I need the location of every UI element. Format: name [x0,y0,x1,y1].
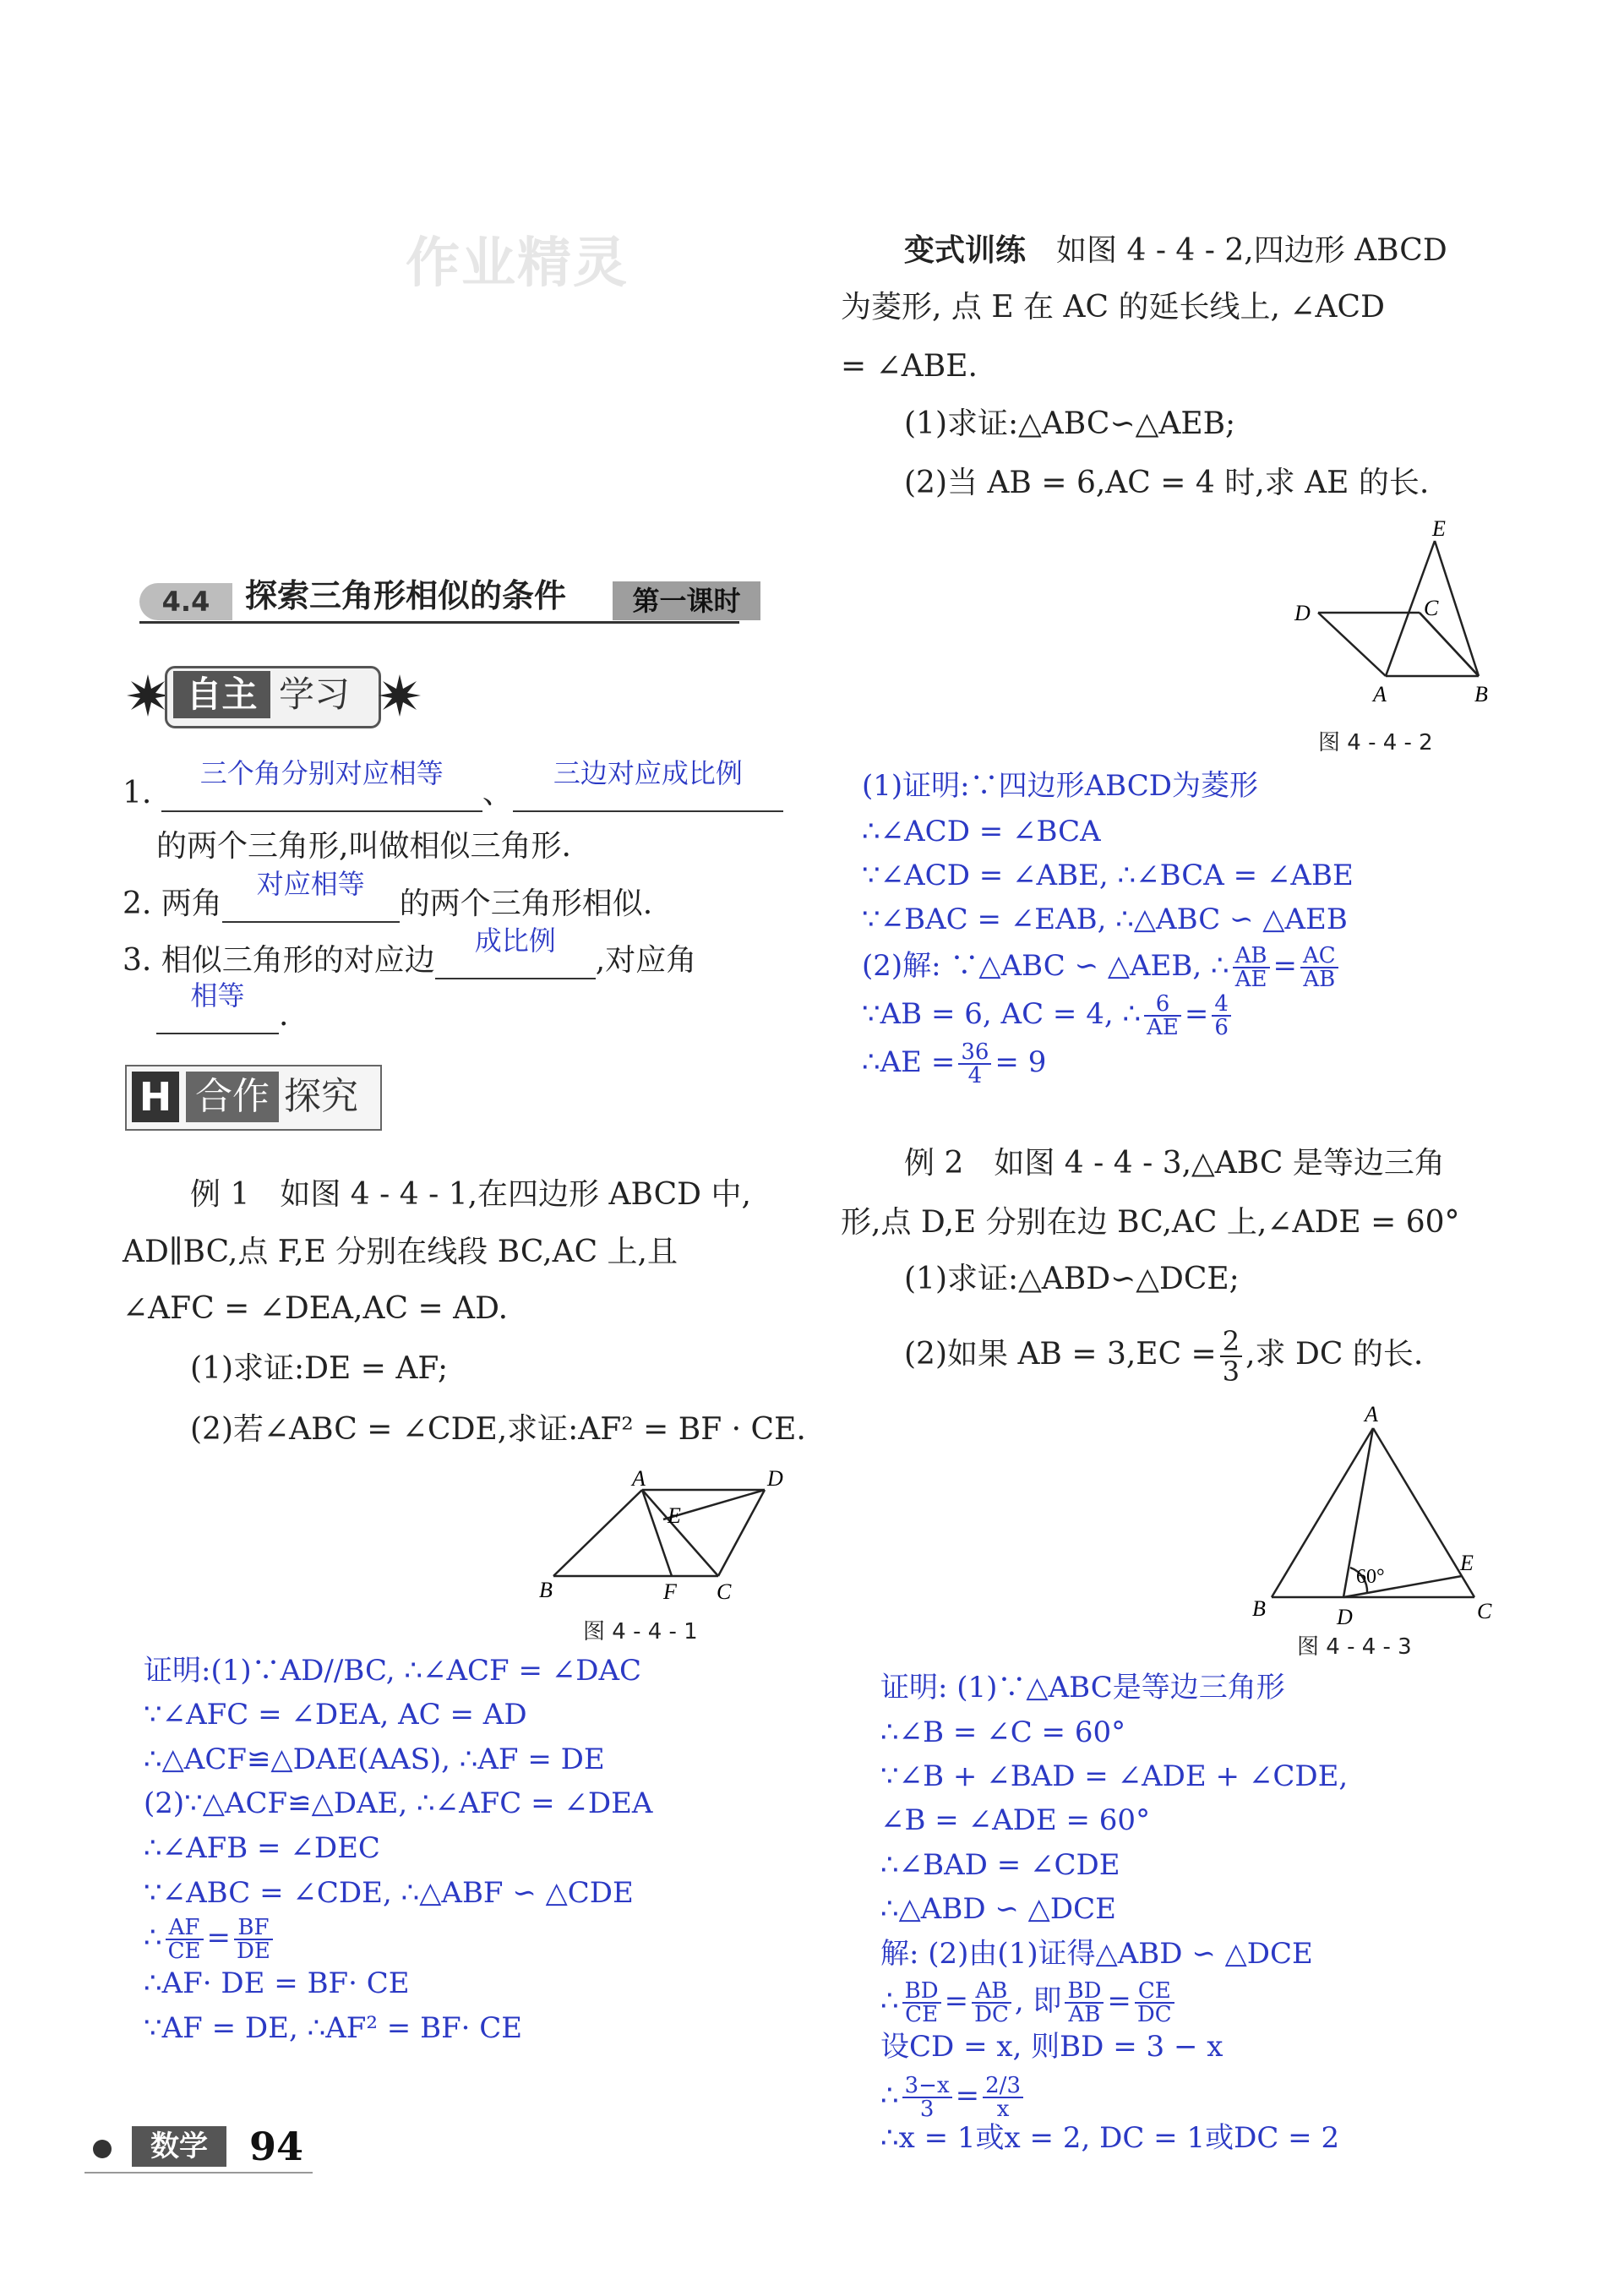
coop-heading [125,1065,382,1131]
q1-answer-2: 三边对应成比例 [553,757,743,789]
ex2-line-1: 例 2 如图 4 - 4 - 3,△ABC 是等边三角 [904,1146,1445,1181]
denominator: DC [974,2002,1009,2027]
watermark: 作业精灵 [406,232,629,295]
q1-blank-2 [513,757,783,812]
numerator: AF [166,1917,204,1940]
q3-blank-2 [156,979,279,1034]
footer-page-number: 94 [249,2124,304,2169]
self-study-title-b: 学习 [279,674,351,715]
fraction [983,2075,1023,2120]
denominator: 3 [919,2097,935,2122]
q1-sep: 、 [482,776,513,810]
ex2-ans-10-pre: ∴ [880,2079,899,2113]
denominator: x [996,2097,1010,2122]
ex2-line-3: (1)求证:△ABD∽△DCE; [904,1262,1240,1296]
fig1-label-e: E [668,1503,681,1528]
fig3-label-b: B [1252,1596,1266,1621]
variant-text-1: 如图 4 - 4 - 2,四边形 ABCD [1056,233,1447,268]
ex2-line-4-post: ,求 DC 的长. [1245,1337,1424,1372]
variant-ans-5: (2)解: ∵△ABC ∽ △AEB, ∴ $\frac{AB}{AE}$ = $\frac{AC}{AB}$ [862,945,1342,990]
variant-ans-7-pre: ∴AE = [862,1045,956,1079]
variant-line-4: (1)求证:△ABC∽△AEB; [904,406,1236,441]
variant-line-5: (2)当 AB = 6,AC = 4 时,求 AE 的长. [904,466,1430,500]
numerator: 2 [1220,1327,1242,1357]
fig1-label-b: B [539,1578,553,1602]
fraction [1300,945,1338,990]
variant-ans-5-pre: (2)解: ∵△ABC ∽ △AEB, ∴ [862,949,1229,983]
ex2-line-4 [904,1327,1423,1386]
ex1-line-4: (1)求证:DE = AF; [190,1351,449,1386]
fraction [1135,1980,1174,2026]
fig1-label-a: A [632,1466,646,1491]
ex1-ans-6: ∵∠ABC = ∠CDE, ∴△ABF ∽ △CDE [144,1876,634,1910]
q2-tail: 的两个三角形相似. [399,886,653,921]
denominator: DC [1136,2002,1172,2027]
q3-prefix: 3. 相似三角形的对应边 [123,943,435,978]
fraction [1065,1980,1104,2026]
ex1-ans-9: ∵AF = DE, ∴AF² = BF· CE [144,2011,523,2045]
figure-caption-1: 图 4 - 4 - 1 [583,1619,698,1644]
q3-mid: ,对应角 [595,943,697,978]
q1-blank-1 [161,757,482,812]
denominator: CE [905,2002,939,2027]
equals: = [206,1921,232,1955]
ex1-ans-8: ∴AF· DE = BF· CE [144,1966,410,2000]
ex2-ans-1: 证明: (1)∵△ABC是等边三角形 [880,1671,1285,1704]
numerator: 36 [958,1041,991,1065]
numerator: 6 [1144,993,1181,1017]
fig2-label-e: E [1432,516,1446,541]
fig3-angle-label: 60° [1356,1566,1385,1588]
numerator: 3−x [902,2075,952,2098]
variant-ans-7 [862,1041,1046,1087]
fig2-label-c: C [1424,596,1439,620]
question-3-tail [156,979,289,1034]
variant-ans-3: ∵∠ACD = ∠ABE, ∴∠BCA = ∠ABE [862,859,1354,892]
ex2-line-2: 形,点 D,E 分别在边 BC,AC 上,∠ADE = 60° [841,1205,1460,1240]
ex1-line-5: (2)若∠ABC = ∠CDE,求证:AF² = BF · CE. [190,1412,806,1447]
fraction [166,1917,204,1962]
ex1-ans-4: (2)∵△ACF≌△DAE, ∴∠AFC = ∠DEA [144,1786,653,1820]
numerator: BD [902,1980,941,2004]
variant-ans-7-post: = 9 [995,1045,1047,1079]
section-underline [139,621,739,624]
fraction [972,1980,1011,2026]
ex1-line-1: 例 1 如图 4 - 4 - 1,在四边形 ABCD 中, [190,1177,751,1212]
denominator: 6 [1214,1015,1229,1040]
footer-subject: 数学 [132,2126,226,2167]
q2-answer: 对应相等 [256,868,365,900]
variant-ans-4: ∵∠BAC = ∠EAB, ∴△ABC ∽ △AEB [862,903,1348,936]
coop-icon: H [132,1072,179,1122]
q2-prefix: 2. 两角 [123,886,222,921]
fraction [1212,993,1231,1039]
figure-4-4-2 [1284,515,1504,710]
fraction [1233,945,1270,990]
ex2-ans-11: ∴x = 1或x = 2, DC = 1或DC = 2 [880,2121,1340,2155]
question-1-tail: 的两个三角形,叫做相似三角形. [156,829,571,864]
ex2-ans-8: ∴ $\frac{BD}{CE}$ = $\frac{AB}{DC}$ , 即 $\frac{BD}{AB}$ = $\frac{CE}{DC}$ [880,1980,1178,2026]
self-study-heading [127,666,431,725]
ex1-ans-7 [144,1917,276,1962]
q2-blank [222,868,400,923]
bullet-icon [93,2140,112,2158]
ex2-ans-8-mid: , 即 [1014,1984,1062,2018]
section-number: 4.4 [139,583,232,620]
fig2-label-a: A [1373,682,1387,706]
figure-4-4-3 [1234,1403,1512,1631]
ex1-ans-5: ∴∠AFB = ∠DEC [144,1831,380,1865]
question-3 [123,925,697,979]
fraction [234,1917,273,1962]
q3-end: . [279,998,289,1033]
q3-answer-1: 成比例 [474,925,556,957]
ex1-line-2: AD∥BC,点 F,E 分别在线段 BC,AC 上,且 [123,1235,678,1269]
ex1-line-3: ∠AFC = ∠DEA,AC = AD. [123,1291,509,1326]
question-1 [123,757,783,812]
q1-prefix: 1. [123,776,152,810]
ex2-ans-8-pre: ∴ [880,1984,899,2018]
q3-blank-1 [435,925,596,979]
fig3-label-e: E [1460,1551,1474,1575]
fraction [902,1980,941,2026]
section-header [139,575,765,625]
section-title: 探索三角形相似的条件 [245,577,567,614]
variant-ans-6-pre: ∵AB = 6, AC = 4, ∴ [862,997,1142,1031]
fig2-label-d: D [1294,601,1311,625]
q1-answer-1: 三个角分别对应相等 [199,757,444,789]
fig3-label-d: D [1337,1605,1353,1629]
fraction [1144,993,1181,1039]
denominator: AB [1068,2002,1101,2027]
footer-rule [84,2172,313,2174]
variant-head: 变式训练 [904,233,1027,268]
fig3-label-c: C [1477,1599,1492,1623]
ex2-ans-5: ∴∠BAD = ∠CDE [880,1848,1120,1882]
figure-caption-2: 图 4 - 4 - 2 [1318,730,1433,755]
numerator: BD [1065,1980,1104,2004]
denominator: AB [1303,967,1336,992]
variant-ans-6: ∵AB = 6, AC = 4, ∴ $\frac{6}{AE}$ = $\frac{4}{6}$ [862,993,1234,1039]
coop-title-b: 探究 [284,1075,358,1118]
numerator: AC [1300,945,1338,968]
fig2-label-b: B [1474,682,1488,706]
ex2-line-4-pre: (2)如果 AB = 3,EC = [904,1337,1217,1372]
figure-4-4-1 [532,1462,786,1606]
variant-line-1 [904,232,1447,270]
ex2-ans-6: ∴△ABD ∽ △DCE [880,1892,1116,1926]
denominator: CE [167,1939,201,1964]
starburst-icon [127,674,169,717]
figure-caption-3: 图 4 - 4 - 3 [1297,1634,1412,1660]
ex1-ans-2: ∵∠AFC = ∠DEA, AC = AD [144,1698,527,1732]
fraction [958,1041,991,1087]
denominator: 3 [1222,1355,1240,1388]
self-study-title-a: 自主 [173,671,270,718]
numerator: BF [234,1917,273,1940]
numerator: AB [972,1980,1011,2004]
variant-line-3: = ∠ABE. [841,349,978,384]
variant-line-2: 为菱形, 点 E 在 AC 的延长线上, ∠ACD [841,290,1385,325]
ex1-ans-3: ∴△ACF≌△DAE(AAS), ∴AF = DE [144,1743,605,1776]
denominator: AE [1234,967,1267,992]
footer [84,2121,355,2172]
numerator: CE [1135,1980,1174,2004]
ex2-ans-2: ∴∠B = ∠C = 60° [880,1715,1126,1749]
ex1-ans-1: 证明:(1)∵AD//BC, ∴∠ACF = ∠DAC [144,1654,642,1688]
fig1-label-d: D [767,1466,783,1491]
denominator: DE [237,1939,270,1964]
fig1-label-f: F [663,1579,677,1604]
numerator: 4 [1212,993,1231,1017]
variant-ans-2: ∴∠ACD = ∠BCA [862,815,1101,848]
question-2 [123,868,653,923]
coop-title-a: 合作 [186,1072,279,1122]
fig1-label-c: C [717,1579,732,1604]
fraction [1220,1327,1242,1386]
ex2-ans-10: ∴ $\frac{3-x}{3}$ = $\frac{2/3}{x}$ [880,2075,1027,2120]
lesson-badge: 第一课时 [613,581,760,620]
ex2-ans-4: ∠B = ∠ADE = 60° [880,1803,1151,1837]
variant-ans-1: (1)证明:∵四边形ABCD为菱形 [862,769,1259,803]
denominator: AE [1147,1015,1179,1040]
q3-answer-2: 相等 [190,979,245,1012]
ex2-ans-9: 设CD = x, 则BD = 3 − x [880,2030,1223,2064]
ex2-ans-3: ∵∠B + ∠BAD = ∠ADE + ∠CDE, [880,1759,1349,1793]
numerator: 2/3 [983,2075,1023,2098]
ex2-ans-7: 解: (2)由(1)证得△ABD ∽ △DCE [880,1937,1313,1971]
fraction [902,2075,952,2120]
fig3-label-a: A [1365,1403,1378,1426]
ex1-ans-7-pre: ∴ [144,1921,162,1955]
numerator: AB [1233,945,1270,968]
starburst-icon [379,674,421,717]
denominator: 4 [967,1063,983,1088]
